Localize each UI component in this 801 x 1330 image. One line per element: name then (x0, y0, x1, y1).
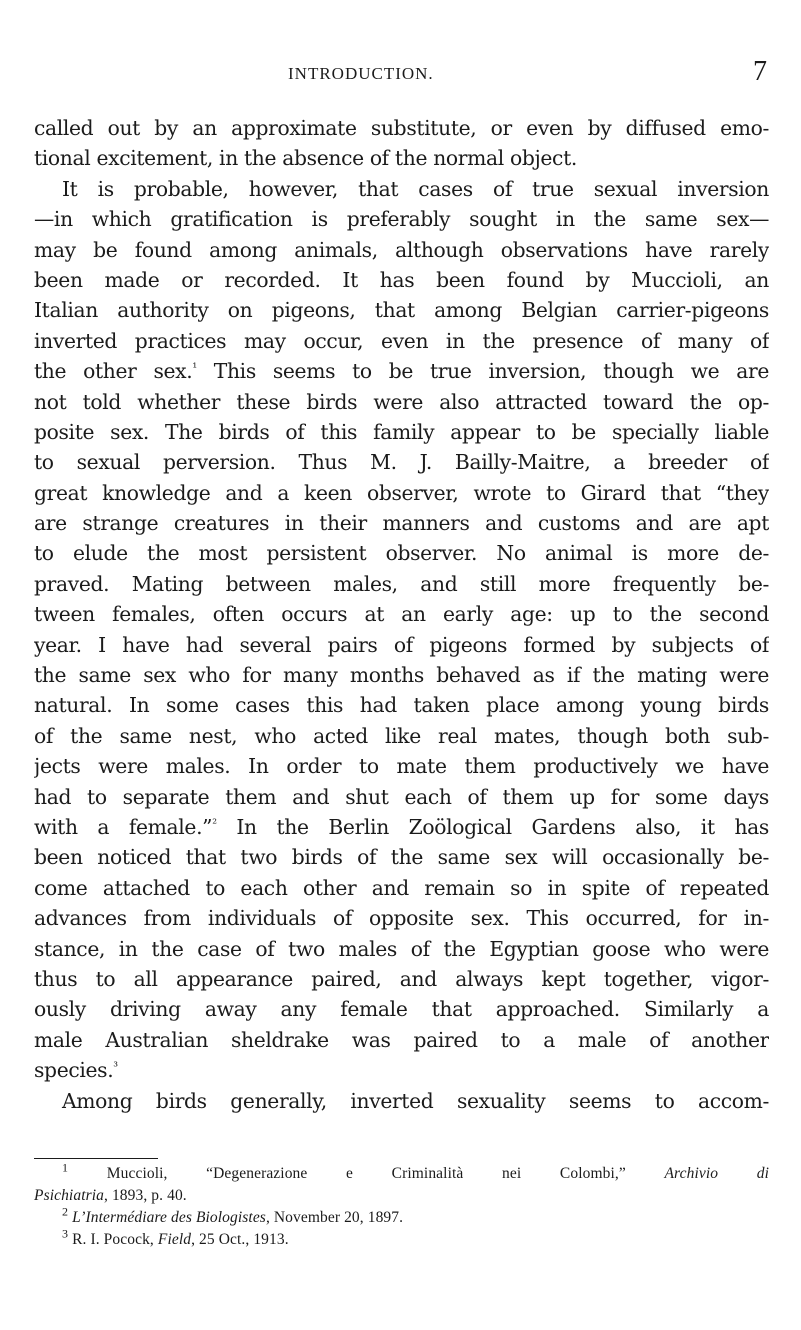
text-line: not told whether these birds were also attracted toward the op- (34, 389, 769, 414)
text-line: great knowledge and a keen observer, wrote to Girard that “they (34, 480, 769, 505)
text-line: year. I have had several pairs of pigeons formed by subjects of (34, 632, 769, 657)
footnote-2 (34, 1204, 769, 1229)
footnote-text: R. I. Pocock, (68, 1231, 158, 1248)
text-fragment: with a female.” (34, 814, 213, 839)
text-line: the same sex who for many months behaved as if the mating were (34, 663, 769, 688)
text-line: been noticed that two birds of the same sex will occasionally be- (34, 845, 769, 870)
footnote-text: Muccioli, “Degenerazione e Criminalità nei Colombi,” (68, 1165, 665, 1182)
text-line: —in which gratification is preferably sought in the same sex— (34, 207, 769, 232)
text-fragment: the other sex. (34, 359, 193, 384)
text-line: may be found among animals, although observations have rarely (34, 237, 769, 262)
text-line: to elude the most persistent observer. No animal is more de- (34, 541, 769, 566)
footnote-marker: 3 (62, 1226, 69, 1241)
text-fragment: species. (34, 1058, 114, 1083)
text-line: Among birds generally, inverted sexuality seems to accom- (62, 1088, 769, 1113)
footnote-ref: ¹ (192, 360, 197, 375)
footnote-rule (34, 1158, 158, 1159)
running-head (0, 58, 801, 88)
text-line (34, 812, 769, 842)
text-line: It is probable, however, that cases of true sexual inversion (62, 176, 769, 201)
footnote-title: Psichiatria (34, 1187, 104, 1204)
text-line: inverted practices may occur, even in the presence of many of (34, 328, 769, 353)
text-line: natural. In some cases this had taken place among young birds (34, 693, 769, 718)
text-line: thus to all appearance paired, and always kept together, vigor- (34, 966, 769, 991)
text-line: been made or recorded. It has been found by Muccioli, an (34, 267, 769, 292)
footnote-text: , 25 Oct., 1913. (191, 1231, 289, 1248)
footnote-text: , November 20, 1897. (265, 1209, 404, 1226)
footnote-marker: 1 (62, 1160, 69, 1175)
text-line (34, 356, 769, 386)
text-line: posite sex. The birds of this family appear to be specially liable (34, 419, 769, 444)
text-line: ously driving away any female that approached. Similarly a (34, 997, 769, 1022)
footnote-1-continued (34, 1185, 769, 1207)
footnote-1 (34, 1160, 769, 1185)
text-line: advances from individuals of opposite sex. This occurred, for in- (34, 906, 769, 931)
page-number: 7 (753, 56, 767, 87)
footnote-title: Field (157, 1231, 192, 1248)
footnote-ref: ³ (113, 1059, 118, 1074)
text-line: called out by an approximate substitute, or even by diffused emo- (34, 116, 769, 140)
footnote-title: L’Intermédiare des Biologistes (68, 1209, 266, 1226)
text-line (34, 1055, 769, 1085)
text-line: jects were males. In order to mate them productively we have (34, 754, 769, 779)
text-line: Italian authority on pigeons, that among Belgian carrier-pigeons (34, 298, 769, 323)
text-line: tional excitement, in the absence of the normal object. (34, 146, 577, 171)
text-line: come attached to each other and remain so in spite of repeated (34, 875, 769, 900)
text-fragment: In the Berlin Zoölogical Gardens also, it has (216, 814, 769, 839)
text-line: had to separate them and shut each of them up for some days (34, 784, 769, 809)
body-text (34, 113, 769, 1116)
text-line: of the same nest, who acted like real mates, though both sub- (34, 723, 769, 748)
footnote-title: Archivio di (664, 1165, 769, 1182)
footnote-text: , 1893, p. 40. (104, 1187, 187, 1204)
text-line: praved. Mating between males, and still more frequently be- (34, 571, 769, 596)
text-line: tween females, often occurs at an early age: up to the second (34, 602, 769, 627)
footnote-marker: 2 (62, 1204, 69, 1219)
text-line: male Australian sheldrake was paired to a male of another (34, 1027, 769, 1052)
footnote-ref: ² (212, 816, 217, 831)
text-line: stance, in the case of two males of the Egyptian goose who were (34, 936, 769, 961)
footnotes (34, 1160, 769, 1251)
text-fragment: This seems to be true inversion, though we are (196, 359, 769, 384)
text-line: to sexual perversion. Thus M. J. Bailly-Maitre, a breeder of (34, 450, 769, 475)
footnote-3 (34, 1226, 769, 1251)
text-line: are strange creatures in their manners and customs and are apt (34, 511, 769, 536)
running-title: INTRODUCTION. (288, 64, 434, 83)
